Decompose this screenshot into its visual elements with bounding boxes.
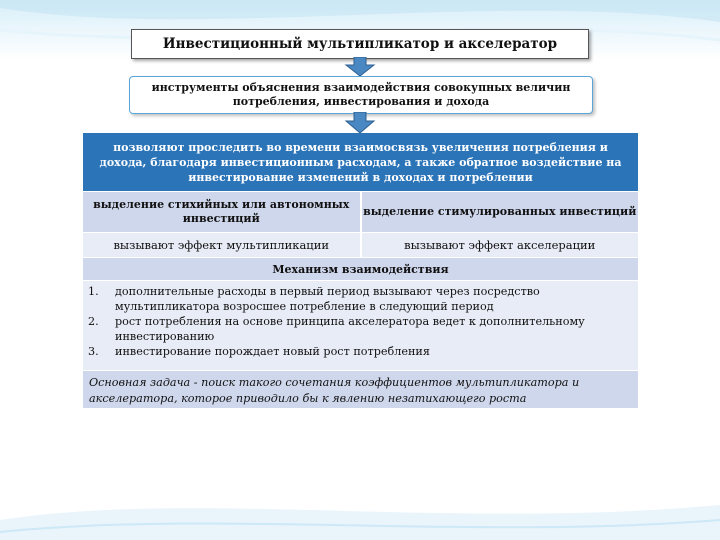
acceleration-effect-cell: вызывают эффект акселерации <box>360 233 639 257</box>
multiplication-effect-cell: вызывают эффект мультипликации <box>83 233 360 257</box>
list-item <box>83 314 638 344</box>
autonomous-investment-cell: выделение стихийных или автономных инвестиций <box>83 192 360 232</box>
list-item <box>83 284 638 314</box>
effects-row <box>83 232 638 257</box>
mechanism-title: Механизм взаимодействия <box>83 257 638 280</box>
interaction-table <box>83 133 638 408</box>
mechanism-steps <box>83 280 638 370</box>
step-text: рост потребления на основе принципа акселератора ведет к дополнительному инвестированию <box>115 315 585 343</box>
step-number: 2. <box>88 315 99 328</box>
investment-types-row <box>83 191 638 232</box>
main-task-note: Основная задача - поиск такого сочетания коэффициентов мультипликатора и акселератора, которое приводило бы к явлению незатихающего роста <box>83 370 638 408</box>
step-number: 3. <box>88 345 99 358</box>
step-number: 1. <box>88 285 99 298</box>
subtitle-box: инструменты объяснения взаимодействия совокупных величин потребления, инвестирования и дохода <box>129 76 593 114</box>
table-header: позволяют проследить во времени взаимосвязь увеличения потребления и дохода, благодаря инвестиционным расходам, а также обратное воздействие на инвестирование изменений в доходах и потреблении <box>83 133 638 191</box>
list-item <box>83 344 638 359</box>
stimulated-investment-cell: выделение стимулированных инвестиций <box>360 192 639 232</box>
down-arrow-icon <box>344 57 376 77</box>
diagram-title: Инвестиционный мультипликатор и акселератор <box>131 29 589 59</box>
step-text: дополнительные расходы в первый период вызывают через посредство мультипликатора возросшее потребление в следующий период <box>115 285 540 313</box>
background-bottom-waves <box>0 470 720 540</box>
step-text: инвестирование порождает новый рост потребления <box>115 345 430 358</box>
down-arrow-icon <box>344 112 376 134</box>
